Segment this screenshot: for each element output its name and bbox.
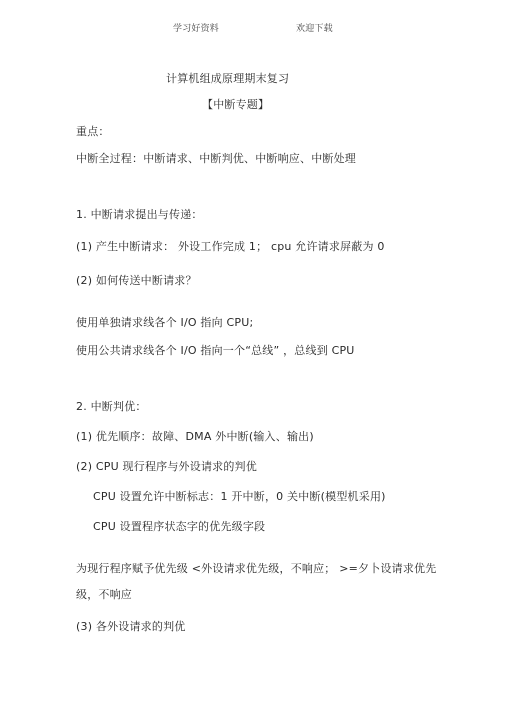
section1-line1: 使用单独请求线各个 I/O 指向 CPU; xyxy=(76,316,254,329)
section1-line2: 使用公共请求线各个 I/O 指向一个“总线” ，总线到 CPU xyxy=(76,344,355,357)
key-points-label: 重点： xyxy=(76,125,110,138)
header-right: 欢迎下载 xyxy=(296,24,333,34)
section2-heading: 2. 中断判优： xyxy=(76,400,147,413)
header-left: 学习好资料 xyxy=(173,24,220,34)
section1-heading: 1. 中断请求提出与传递： xyxy=(76,208,203,221)
section2-para-line2: 级，不响应 xyxy=(76,588,132,601)
document-title: 计算机组成原理期末复习 xyxy=(166,72,290,85)
interrupt-process-line: 中断全过程：中断请求、中断判优、中断响应、中断处理 xyxy=(76,152,356,165)
section1-item1: (1) 产生中断请求： 外设工作完成 1； cpu 允许请求屏蔽为 0 xyxy=(76,240,385,253)
section1-item2: (2) 如何传送中断请求？ xyxy=(76,274,197,287)
section2-sub1: CPU 设置允许中断标志：1 开中断，0 关中断(模型机采用) xyxy=(93,490,386,503)
section2-item1: (1) 优先顺序：故障、DMA 外中断(输入、输出) xyxy=(76,430,314,443)
section2-item3: (3) 各外设请求的判优 xyxy=(76,620,186,633)
section2-para-line1: 为现行程序赋予优先级 <外设请求优先级，不响应； >=夕卜设请求优先 xyxy=(76,562,437,575)
document-subtitle: 【中断专题】 xyxy=(202,98,270,111)
section2-item2: (2) CPU 现行程序与外设请求的判优 xyxy=(76,460,257,473)
section2-sub2: CPU 设置程序状态字的优先级字段 xyxy=(93,520,266,533)
